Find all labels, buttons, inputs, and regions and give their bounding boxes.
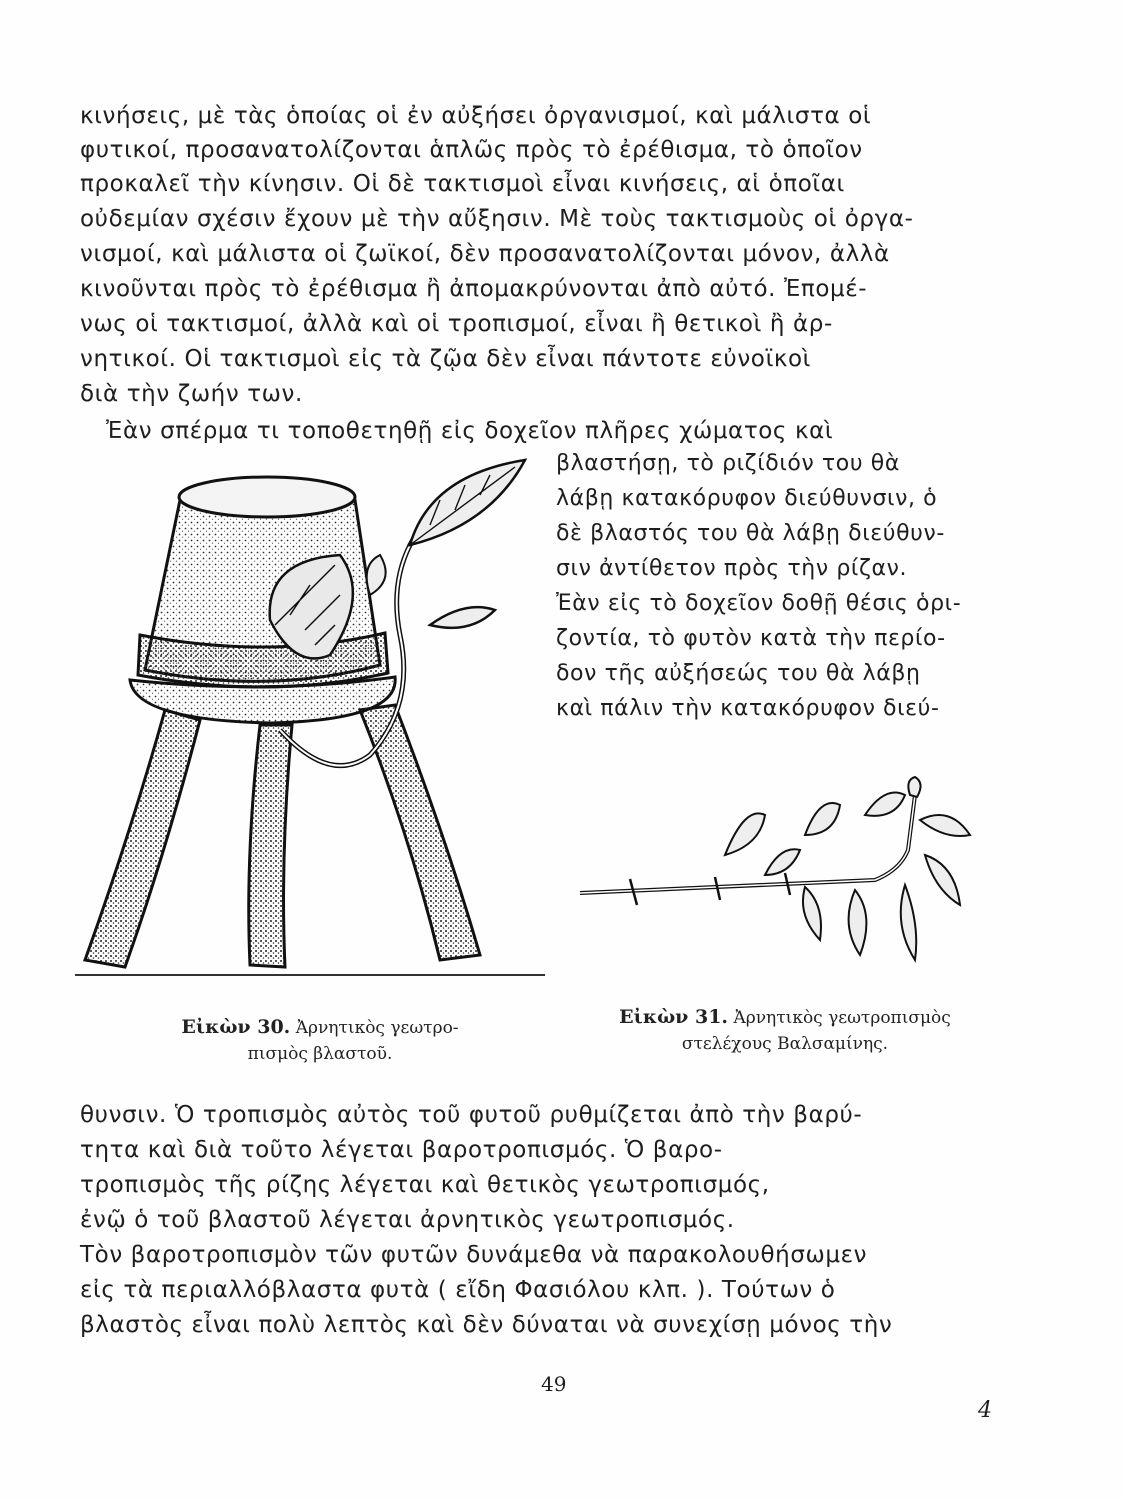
text-line: Ἐὰν εἰς τὸ δοχεῖον δοθῇ θέσις ὁρι- bbox=[556, 591, 962, 616]
text-line: ἐνῷ ὁ τοῦ βλαστοῦ λέγεται ἀρνητικὸς γεωτροπισμός. bbox=[80, 1207, 735, 1233]
leaf bbox=[849, 890, 867, 955]
text-line: βλαστήσῃ, τὸ ριζίδιόν του θὰ bbox=[556, 451, 900, 476]
text-line: νητικοί. Οἱ τακτισμοὶ εἰς τὰ ζῷα δὲν εἶναι πάντοτε εὐνοϊκοὶ bbox=[80, 346, 812, 372]
leaf bbox=[725, 813, 765, 855]
leaf bbox=[925, 855, 960, 905]
figure-30-caption-line2: πισμὸς βλαστοῦ. bbox=[247, 1044, 393, 1064]
leaf bbox=[865, 793, 905, 816]
text-line: βλαστὸς εἶναι πολὺ λεπτὸς καὶ δὲν δύναται νὰ συνεχίσῃ μόνος τὴν bbox=[80, 1312, 893, 1338]
figure-30-caption-line1: Ἀρνητικὸς γεωτρο- bbox=[295, 1018, 459, 1038]
flower-bud bbox=[908, 777, 920, 797]
leaf bbox=[430, 607, 495, 628]
text-line: καὶ πάλιν τὴν κατακόρυφον διεύ- bbox=[556, 696, 940, 721]
figure-31-label: Εἰκὼν 31. bbox=[619, 1006, 729, 1028]
text-line: προκαλεῖ τὴν κίνησιν. Οἱ δὲ τακτισμοὶ εἶναι κινήσεις, αἱ ὁποῖαι bbox=[80, 171, 845, 197]
figure-31-caption-line2: στελέχους Βαλσαμίνης. bbox=[681, 1034, 889, 1054]
pot-base bbox=[179, 477, 355, 517]
leaf bbox=[920, 815, 970, 836]
text-line: διὰ τὴν ζωήν των. bbox=[80, 381, 303, 407]
text-line: δον τῆς αὐξήσεώς του θὰ λάβῃ bbox=[556, 661, 921, 686]
text-line: τροπισμὸς τῆς ρίζης λέγεται καὶ θετικὸς γεωτροπισμός, bbox=[80, 1172, 770, 1198]
text-line: θυνσιν. Ὁ τροπισμὸς αὐτὸς τοῦ φυτοῦ ρυθμίζεται ἀπὸ τὴν βαρύ- bbox=[80, 1102, 863, 1128]
figure-30-label: Εἰκὼν 30. bbox=[181, 1016, 291, 1038]
figure-31-caption-line1: Ἀρνητικὸς γεωτροπισμὸς bbox=[733, 1008, 951, 1028]
text-line: κινήσεις, μὲ τὰς ὁποίας οἱ ἐν αὐξήσει ὀργανισμοί, καὶ μάλιστα οἱ bbox=[80, 103, 872, 129]
leaf bbox=[805, 803, 840, 835]
text-line: λάβῃ κατακόρυφον διεύθυνσιν, ὁ bbox=[556, 486, 938, 511]
text-line: σιν ἀντίθετον πρὸς τὴν ρίζαν. bbox=[556, 556, 908, 581]
figure-30-illustration bbox=[70, 455, 550, 990]
text-line: ζοντία, τὸ φυτὸν κατὰ τὴν περίο- bbox=[556, 626, 946, 651]
text-line: οὐδεμίαν σχέσιν ἔχουν μὲ τὴν αὔξησιν. Μὲ τοὺς τακτισμοὺς οἱ ὀργα- bbox=[80, 206, 914, 232]
leaf bbox=[367, 555, 386, 595]
figure-31-caption bbox=[570, 1004, 1000, 1057]
text-line: νισμοί, καὶ μάλιστα οἱ ζωϊκοί, δὲν προσανατολίζονται μόνον, ἀλλὰ bbox=[80, 241, 890, 267]
text-line: νως οἱ τακτισμοί, ἀλλὰ καὶ οἱ τροπισμοί, εἶναι ἢ θετικοὶ ἢ ἀρ- bbox=[80, 311, 833, 337]
tripod-leg bbox=[249, 725, 292, 967]
text-line: τητα καὶ διὰ τοῦτο λέγεται βαροτροπισμός. Ὁ βαρο- bbox=[80, 1137, 723, 1163]
corner-mark: 4 bbox=[978, 1398, 992, 1423]
figure-30-caption bbox=[110, 1014, 530, 1067]
figure-31-illustration bbox=[575, 775, 995, 980]
text-line: κινοῦνται πρὸς τὸ ἐρέθισμα ἢ ἀπομακρύνονται ἀπὸ αὐτό. Ἐπομέ- bbox=[80, 276, 868, 302]
text-line: δὲ βλαστός του θὰ λάβῃ διεύθυν- bbox=[556, 521, 945, 546]
leaf bbox=[765, 849, 800, 875]
page-number: 49 bbox=[541, 1372, 567, 1396]
text-line: φυτικοί, προσανατολίζονται ἁπλῶς πρὸς τὸ ἐρέθισμα, τὸ ὁποῖον bbox=[80, 137, 863, 163]
tripod-leg bbox=[85, 710, 200, 967]
text-line: εἰς τὰ περιαλλόβλαστα φυτὰ ( εἴδη Φασιόλου κλπ. ). Τούτων ὁ bbox=[80, 1277, 836, 1303]
paragraph-seed-first-line: Ἐὰν σπέρμα τι τοποθετηθῇ εἰς δοχεῖον πλῆρες χώματος καὶ bbox=[106, 418, 834, 444]
text-line: Τὸν βαροτροπισμὸν τῶν φυτῶν δυνάμεθα νὰ παρακολουθήσωμεν bbox=[80, 1242, 868, 1268]
leaf bbox=[803, 887, 821, 940]
leaf bbox=[901, 885, 916, 960]
